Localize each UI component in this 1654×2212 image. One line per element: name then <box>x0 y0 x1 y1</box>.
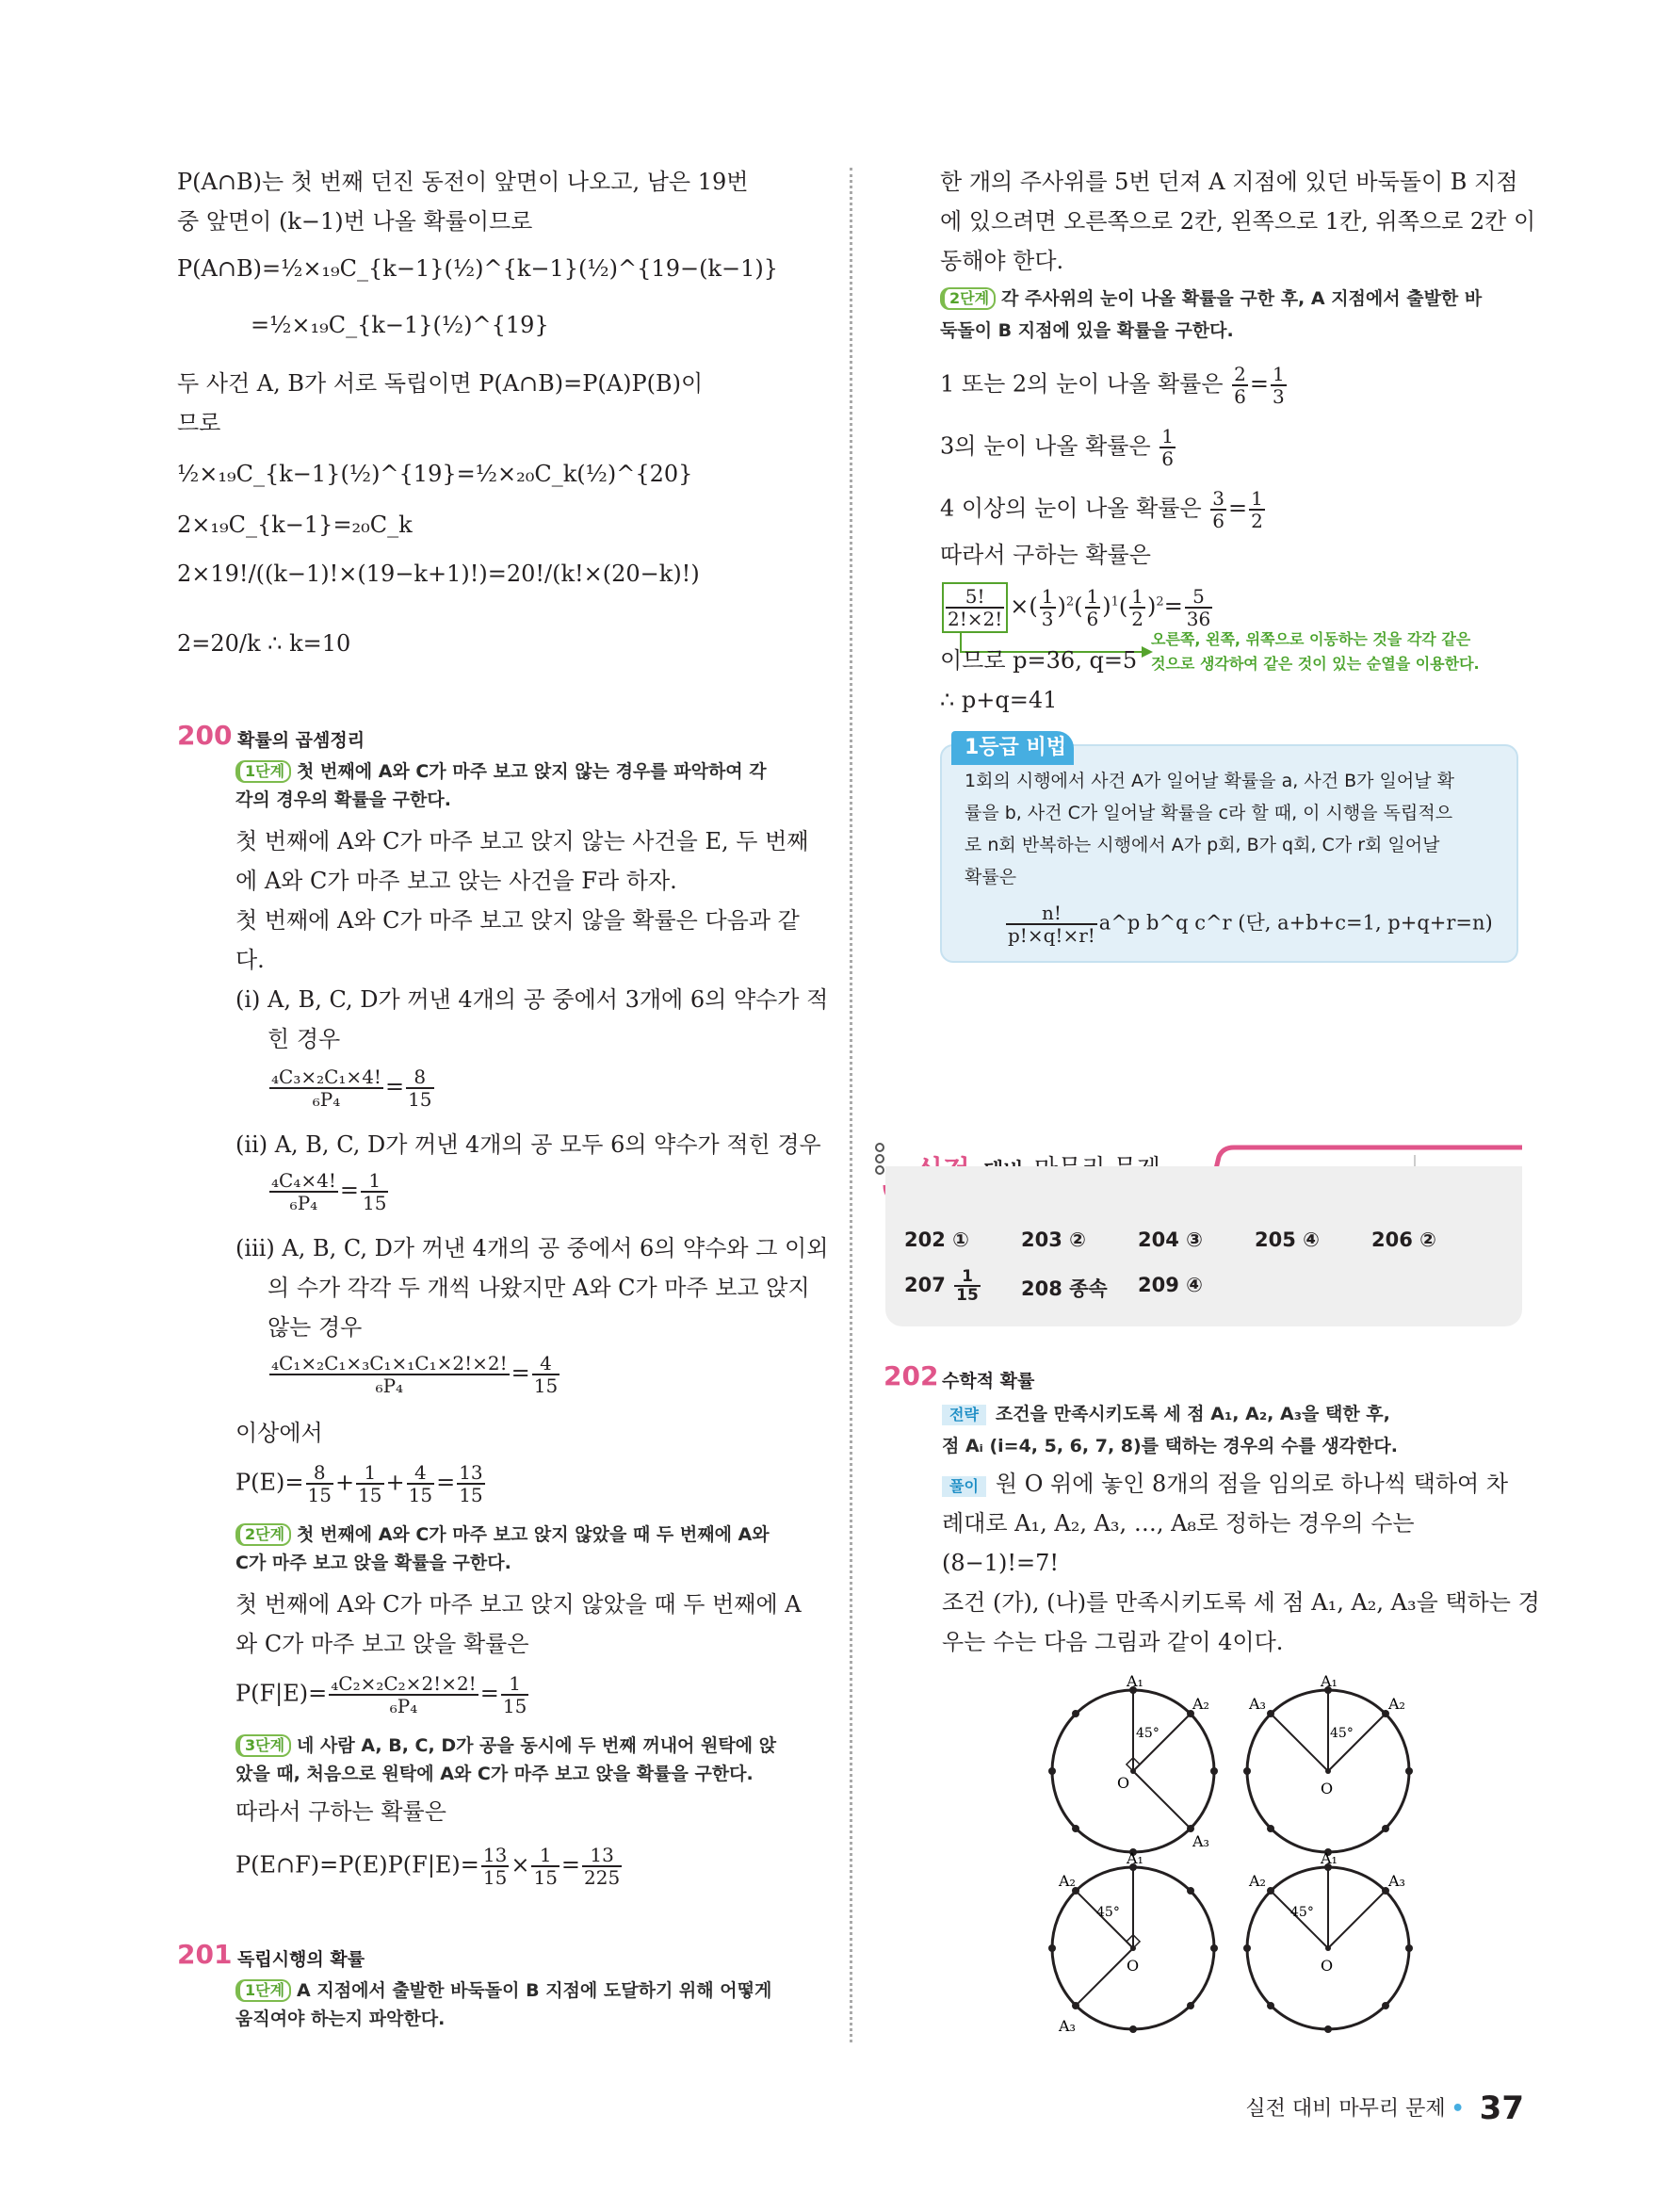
result-formula: $\frac{5!}{2!\times 2!}$ ×( $\frac{1}{3}$ )$^2$( $\frac{1}{6}$ )$^1$( $\frac{1}{2}$ )$^2$= $\frac{5}{36}$ <box>940 582 1214 633</box>
answer-item: 206 ② <box>1371 1228 1436 1251</box>
intro-line: 중 앞면이 (k−1)번 나올 확률이므로 <box>177 208 533 235</box>
answer-item: 205 ④ <box>1255 1228 1320 1251</box>
svg-text:A₂: A₂ <box>1249 1872 1266 1890</box>
footer-dot: • <box>1451 2097 1465 2121</box>
circle-diagram-4 <box>1243 1849 1413 2033</box>
body-line: 에 있으려면 오른쪽으로 2칸, 왼쪽으로 1칸, 위쪽으로 2칸 이 <box>940 208 1536 235</box>
body-line: 에 A와 C가 마주 보고 앉는 사건을 F라 하자. <box>235 868 677 894</box>
intro-line: 므로 <box>177 410 221 436</box>
note-text: 것으로 생각하여 같은 것이 있는 순열을 이용한다. <box>1151 655 1480 673</box>
problem-title: 수학적 확률 <box>942 1371 1035 1391</box>
page-footer <box>1245 2090 1524 2127</box>
svg-text:A₃: A₃ <box>1059 2017 1076 2035</box>
svg-text:O: O <box>1127 1957 1140 1975</box>
circle-diagram-2 <box>1243 1672 1413 1856</box>
answer-item: 209 ④ <box>1138 1274 1203 1296</box>
svg-text:A₁: A₁ <box>1321 1849 1338 1867</box>
step-badge: 1단계 <box>235 1979 291 2002</box>
solution-line: 조건 (가), (나)를 만족시키도록 세 점 A₁, A₂, A₃을 택하는 경 <box>942 1589 1540 1616</box>
solution-line: 우는 수는 다음 그림과 같이 4이다. <box>942 1629 1284 1655</box>
step-badge: 2단계 <box>235 1523 291 1546</box>
formula-line: =½×₁₉C_{k−1}(½)^{19} <box>251 312 549 338</box>
problem-title: 독립시행의 확률 <box>237 1949 365 1970</box>
step-hint: 각의 경우의 확률을 구한다. <box>235 789 451 810</box>
svg-text:A₁: A₁ <box>1127 1672 1143 1690</box>
step-badge: 1단계 <box>235 760 291 783</box>
svg-text:45°: 45° <box>1096 1905 1120 1920</box>
svg-text:A₃: A₃ <box>1192 1832 1209 1850</box>
case-fraction: $\frac{\text{₄C₃×₂C₁×4!}}{\text{₆P₄}}$ = $\frac{8}{15}$ <box>271 1065 432 1111</box>
svg-text:O: O <box>1321 1957 1334 1975</box>
circle-diagram-3 <box>1048 1849 1218 2035</box>
svg-text:A₃: A₃ <box>1388 1872 1405 1890</box>
intro-line: P(A∩B)는 첫 번째 던진 동전이 앞면이 나오고, 남은 19번 <box>177 169 749 195</box>
step-hint: C가 마주 보고 앉을 확률을 구한다. <box>235 1553 511 1573</box>
body-line: 와 C가 마주 보고 앉을 확률은 <box>235 1631 529 1657</box>
case-line: 힌 경우 <box>268 1026 341 1052</box>
solution-line: (8−1)!=7! <box>942 1550 1060 1576</box>
answer-item: 203 ② <box>1021 1228 1086 1251</box>
prob-line: 3의 눈이 나올 확률은 $\frac{1}{6}$ <box>940 425 1175 470</box>
formula-line: P(A∩B)=½×₁₉C_{k−1}(½)^{k−1}(½)^{19−(k−1)} <box>177 255 778 282</box>
final-formula: P(E∩F)=P(E)P(F|E)= $\frac{13}{15}$ × $\frac{1}{15}$ = $\frac{13}{225}$ <box>235 1844 621 1889</box>
formula-line: 2×19!/((k−1)!×(19−k+1)!)=20!/(k!×(20−k)!) <box>177 561 700 587</box>
body-line: 이상에서 <box>235 1420 323 1446</box>
page-number: 37 <box>1479 2090 1524 2127</box>
case-fraction: $\frac{\text{₄C₁×₂C₁×₃C₁×₁C₁×2!×2!}}{\text{₆P₄}}$ = $\frac{4}{15}$ <box>271 1352 559 1397</box>
step-hint: 2단계 각 주사위의 눈이 나올 확률을 구한 후, A 지점에서 출발한 바 <box>940 286 1482 311</box>
strategy-hint: 전략 조건을 만족시키도록 세 점 A₁, A₂, A₃을 택한 후, <box>942 1402 1390 1426</box>
circle-diagrams <box>1036 1666 1432 2042</box>
body-line: 한 개의 주사위를 5번 던져 A 지점에 있던 바둑돌이 B 지점 <box>940 169 1518 195</box>
step-hint: 둑돌이 B 지점에 있을 확률을 구한다. <box>940 320 1234 341</box>
problem-title: 확률의 곱셈정리 <box>237 730 365 751</box>
case-line: (ⅱ) A, B, C, D가 꺼낸 4개의 공 모두 6의 약수가 적힌 경우 <box>235 1131 821 1158</box>
step-hint: 1단계 첫 번째에 A와 C가 마주 보고 앉지 않는 경우를 파악하여 각 <box>235 759 767 784</box>
problem-number: 202 <box>884 1360 939 1391</box>
step-hint: 1단계 A 지점에서 출발한 바둑돌이 B 지점에 도달하기 위해 어떻게 <box>235 1978 771 2003</box>
circle-diagram-1 <box>1048 1672 1218 1856</box>
tip-line: 률을 b, 사건 C가 일어날 확률을 c라 할 때, 이 시행을 독립적으 <box>965 803 1453 823</box>
tip-line: 확률은 <box>965 867 1017 887</box>
strategy-hint: 점 Aᵢ (i=4, 5, 6, 7, 8)를 택하는 경우의 수를 생각한다. <box>942 1436 1398 1456</box>
case-line: 의 수가 각각 두 개씩 나왔지만 A와 C가 마주 보고 앉지 <box>268 1275 810 1301</box>
svg-text:O: O <box>1117 1774 1130 1792</box>
svg-text:45°: 45° <box>1290 1905 1314 1920</box>
pfe-formula: P(F|E)= $\frac{\text{₄C₂×₂C₂×2!×2!}}{\text{₆P₄}}$ = $\frac{1}{15}$ <box>235 1672 527 1717</box>
prob-line: 4 이상의 눈이 나올 확률은 $\frac{3}{6}$ = $\frac{1}{2}$ <box>940 487 1263 532</box>
column-divider <box>850 168 852 2042</box>
formula-line: ½×₁₉C_{k−1}(½)^{19}=½×₂₀C_k(½)^{20} <box>177 461 693 487</box>
body-line: 첫 번째에 A와 C가 마주 보고 앉지 않을 확률은 다음과 같 <box>235 907 800 934</box>
case-line: (ⅰ) A, B, C, D가 꺼낸 4개의 공 중에서 3개에 6의 약수가 적 <box>235 986 829 1013</box>
prob-line: 1 또는 2의 눈이 나올 확률은 $\frac{2}{6}$ = $\frac{1}{3}$ <box>940 363 1285 408</box>
svg-text:45°: 45° <box>1330 1726 1354 1741</box>
body-line: 첫 번째에 A와 C가 마주 보고 앉지 않는 사건을 E, 두 번째 <box>235 828 809 854</box>
answer-item: 207 $\frac{1}{15}$ <box>904 1267 979 1305</box>
solution-line: 풀이 원 O 위에 놓인 8개의 점을 임의로 하나씩 택하여 차 <box>942 1470 1508 1498</box>
case-fraction: $\frac{\text{₄C₄×4!}}{\text{₆P₄}}$ = $\frac{1}{15}$ <box>271 1169 387 1214</box>
step-badge: 3단계 <box>235 1734 291 1757</box>
body-line: 따라서 구하는 확률은 <box>235 1798 446 1825</box>
strategy-badge: 전략 <box>942 1405 986 1425</box>
answer-item: 208 종속 <box>1021 1277 1108 1300</box>
note-text: 오른쪽, 왼쪽, 위쪽으로 이동하는 것을 각각 같은 <box>1151 630 1471 648</box>
svg-text:A₂: A₂ <box>1059 1872 1076 1890</box>
tip-header: 1등급 비법 <box>951 731 1074 765</box>
step-hint: 3단계 네 사람 A, B, C, D가 공을 동시에 두 번째 꺼내어 원탁에 앉 <box>235 1733 776 1758</box>
svg-text:A₁: A₁ <box>1321 1672 1338 1690</box>
case-line: (ⅲ) A, B, C, D가 꺼낸 4개의 공 중에서 6의 약수와 그 이외 <box>235 1235 829 1261</box>
tip-line: 1회의 시행에서 사건 A가 일어날 확률을 a, 사건 B가 일어날 확 <box>965 771 1454 791</box>
step-badge: 2단계 <box>940 287 996 310</box>
footer-title: 실전 대비 마무리 문제 <box>1245 2097 1446 2121</box>
solution-line: 례대로 A₁, A₂, A₃, …, A₈로 정하는 경우의 수는 <box>942 1510 1415 1537</box>
problem-number: 200 <box>177 720 233 751</box>
intro-line: 두 사건 A, B가 서로 독립이면 P(A∩B)=P(A)P(B)이 <box>177 370 704 397</box>
step-hint: 2단계 첫 번째에 A와 C가 마주 보고 앉지 않았을 때 두 번째에 A와 <box>235 1522 770 1547</box>
pe-formula: P(E)= $\frac{8}{15}$ + $\frac{1}{15}$ + $\frac{4}{15}$ = $\frac{13}{15}$ <box>235 1461 483 1506</box>
case-line: 않는 경우 <box>268 1314 363 1341</box>
svg-text:A₂: A₂ <box>1388 1695 1405 1713</box>
answer-item: 204 ③ <box>1138 1228 1203 1251</box>
body-line: 동해야 한다. <box>940 248 1064 274</box>
svg-text:45°: 45° <box>1136 1726 1159 1741</box>
svg-text:A₁: A₁ <box>1127 1849 1143 1867</box>
body-line: 이므로 p=36, q=5 <box>940 647 1138 674</box>
body-line: ∴ p+q=41 <box>940 687 1058 713</box>
step-hint: 움직여야 하는지 파악한다. <box>235 2009 446 2029</box>
problem-number: 201 <box>177 1939 233 1970</box>
combo-box: $\frac{5!}{2!\times 2!}$ <box>942 582 1008 633</box>
tip-formula: $\frac{n!}{p!\times q!\times r!}$ a^p b^q c^r (단, a+b+c=1, p+q+r=n) <box>1008 902 1493 947</box>
step-hint: 았을 때, 처음으로 원탁에 A와 C가 마주 보고 앉을 확률을 구한다. <box>235 1764 754 1784</box>
svg-text:A₃: A₃ <box>1249 1695 1266 1713</box>
svg-text:A₂: A₂ <box>1192 1695 1209 1713</box>
solution-badge: 풀이 <box>942 1476 986 1497</box>
formula-line: 2×₁₉C_{k−1}=₂₀C_k <box>177 512 413 538</box>
formula-line: 2=20/k ∴ k=10 <box>177 630 351 657</box>
svg-text:O: O <box>1321 1780 1334 1797</box>
body-line: 다. <box>235 947 265 973</box>
body-line: 따라서 구하는 확률은 <box>940 542 1151 568</box>
tip-line: 로 n회 반복하는 시행에서 A가 p회, B가 q회, C가 r회 일어날 <box>965 835 1440 855</box>
answer-item: 202 ① <box>904 1228 969 1251</box>
body-line: 첫 번째에 A와 C가 마주 보고 앉지 않았을 때 두 번째에 A <box>235 1591 802 1618</box>
